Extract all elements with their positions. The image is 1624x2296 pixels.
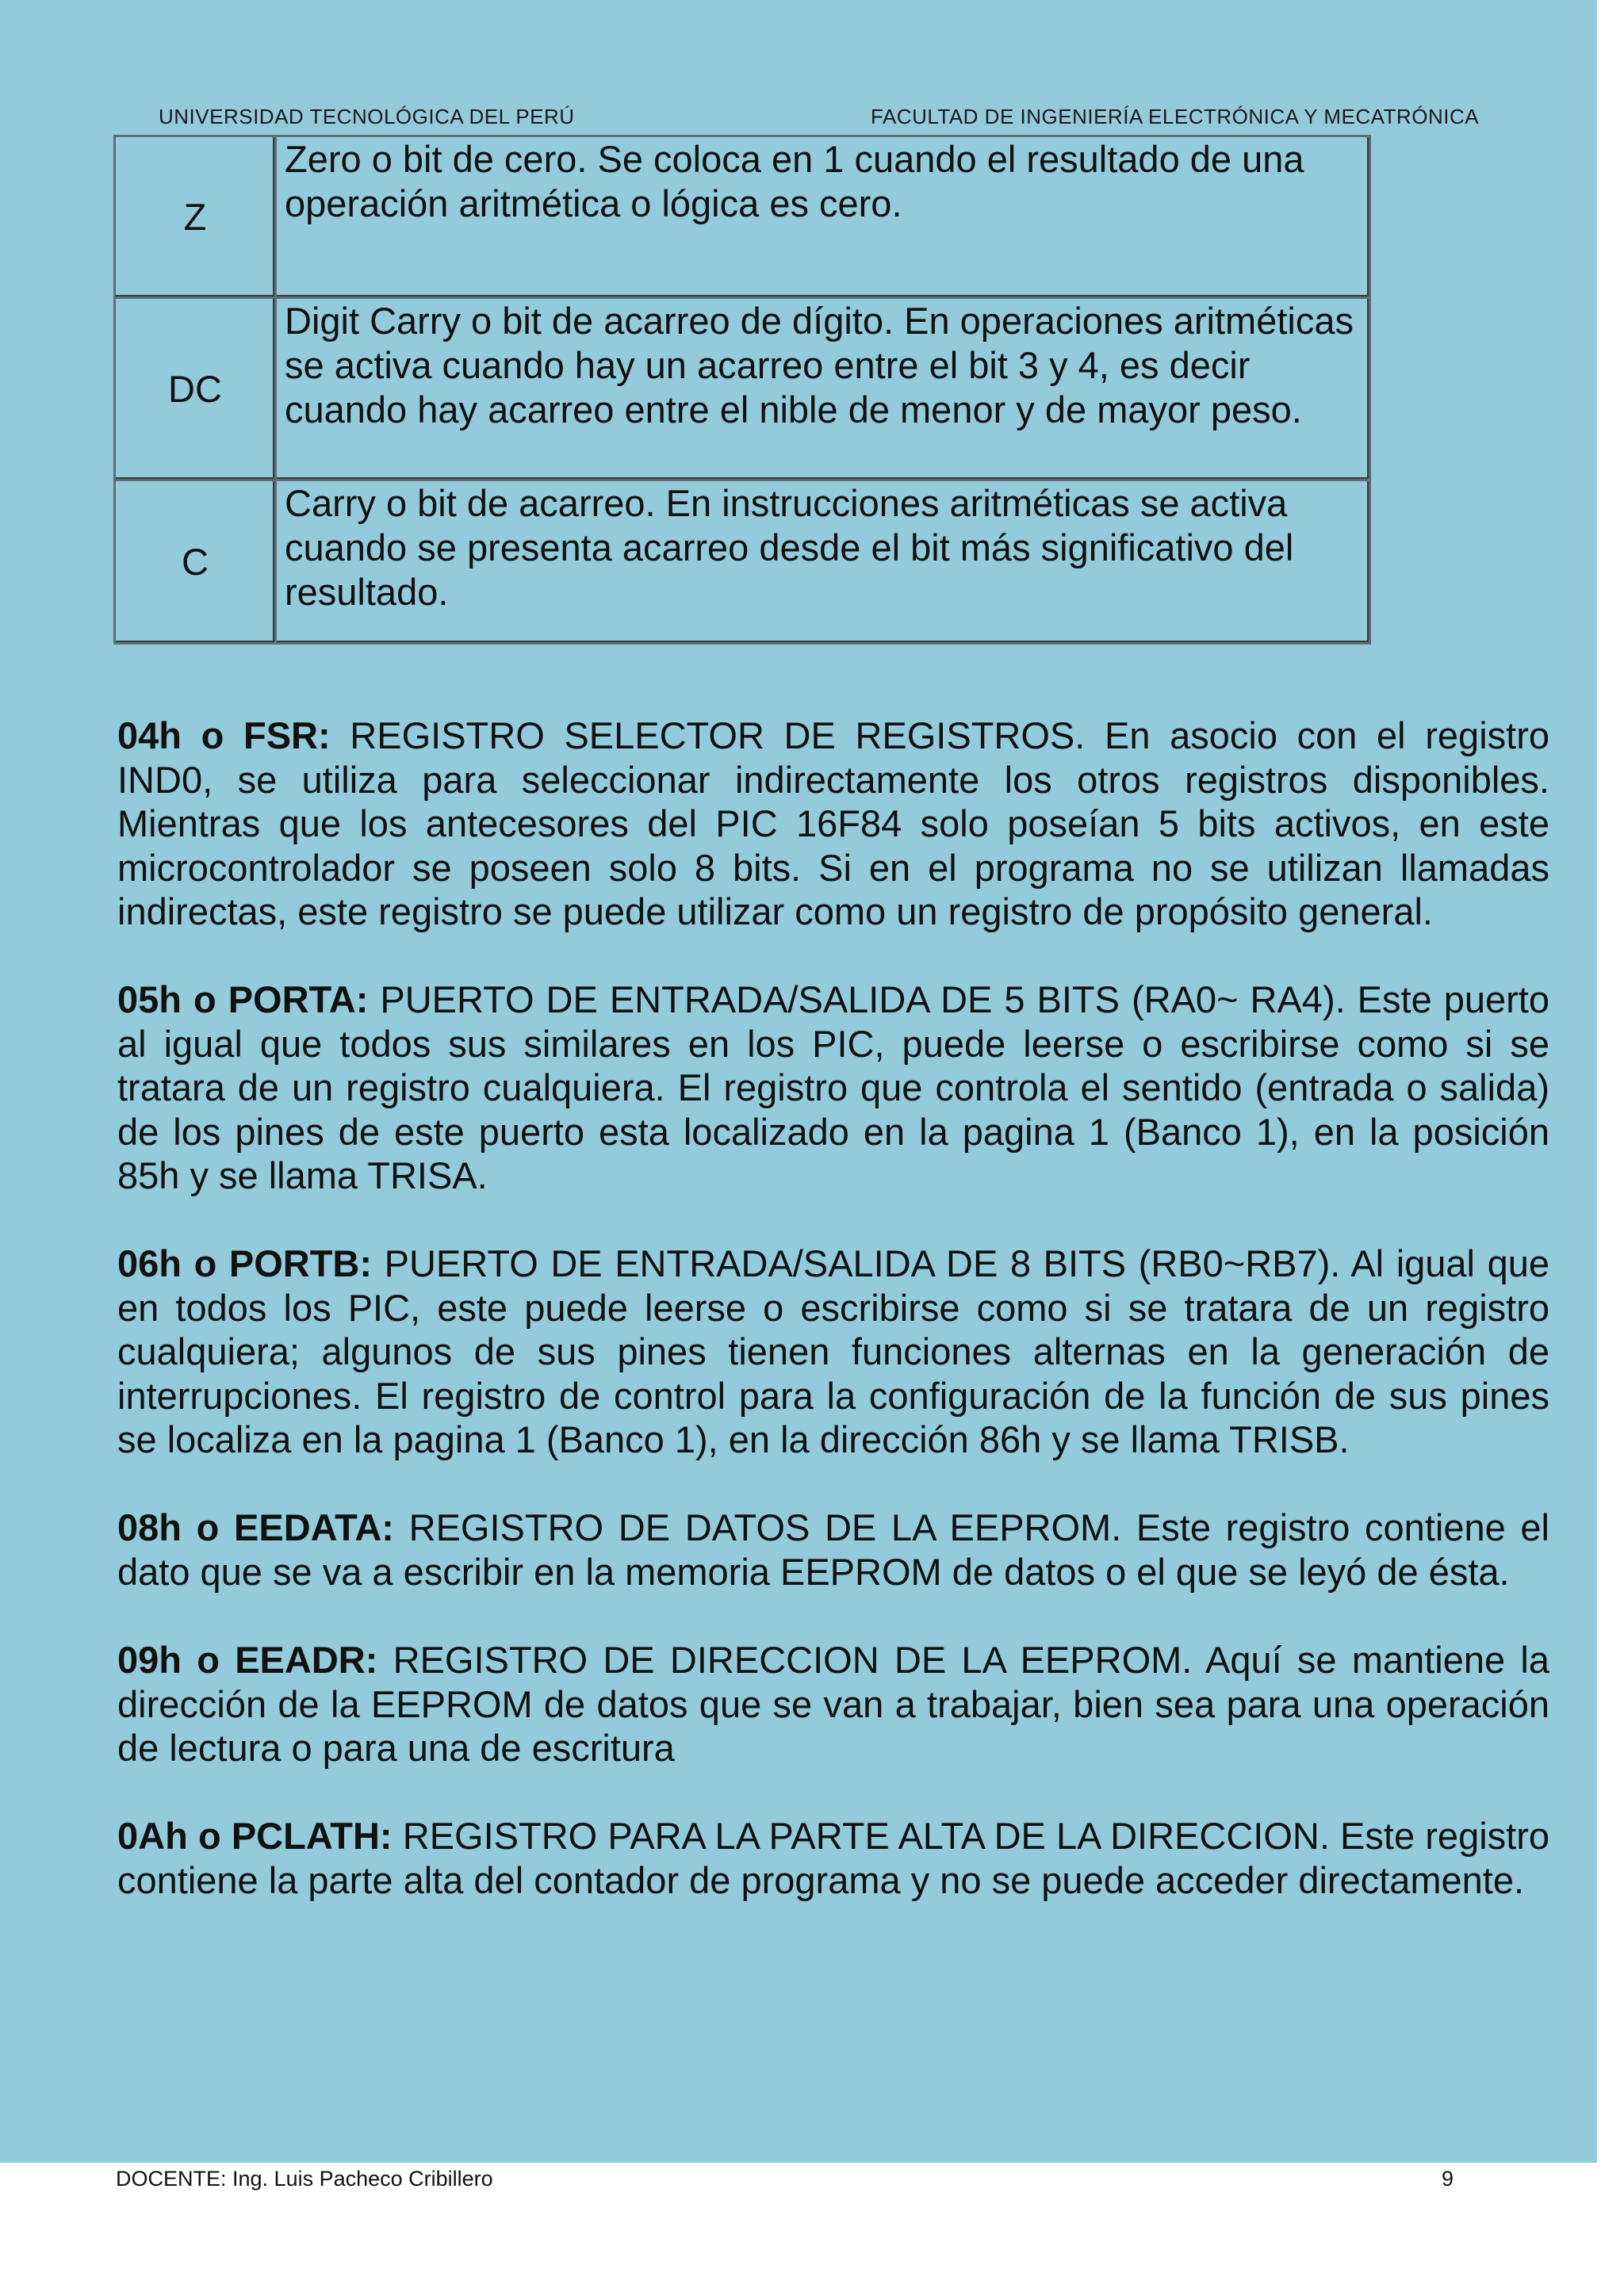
- status-flags-table: [113, 135, 1371, 645]
- footer-docente: DOCENTE: Ing. Luis Pacheco Cribillero: [116, 2167, 493, 2191]
- register-term: 08h o EEDATA:: [117, 1506, 394, 1548]
- flag-cell: DC: [115, 298, 276, 480]
- flag-description: Carry o bit de acarreo. En instrucciones aritméticas se activa cuando se presenta acarreo desde el bit más significativo del resultado.: [276, 480, 1370, 644]
- register-paragraph: [117, 714, 1549, 934]
- flag-cell: Z: [115, 136, 276, 298]
- register-text: REGISTRO SELECTOR DE REGISTROS. En asocio con el registro IND0, se utiliza para seleccionar indirectamente los otros registros disponibles. Mientras que los antecesores del PIC 16F84 solo poseían 5 bits activos, en este microcontrolador se poseen solo 8 bits. Si en el programa no se utilizan llamadas indirectas, este registro se puede utilizar como un registro de propósito general.: [117, 714, 1549, 932]
- page-number: 9: [1442, 2167, 1454, 2191]
- header-university: UNIVERSIDAD TECNOLÓGICA DEL PERÚ: [159, 105, 575, 128]
- flag-cell: C: [115, 480, 276, 644]
- register-paragraph: [117, 1242, 1549, 1462]
- register-text: PUERTO DE ENTRADA/SALIDA DE 5 BITS (RA0~ RA4). Este puerto al igual que todos sus similares en los PIC, puede leerse o escribirse como si se tratara de un registro cualquiera. El registro que controla el sentido (entrada o salida) de los pines de este puerto esta localizado en la pagina 1 (Banco 1), en la posición 85h y se llama TRISA.: [117, 978, 1549, 1196]
- table-row: [115, 136, 1370, 298]
- register-term: 04h o FSR:: [117, 714, 331, 756]
- register-text: REGISTRO DE DIRECCION DE LA EEPROM. Aquí se mantiene la dirección de la EEPROM de datos que se van a trabajar, bien sea para una operación de lectura o para una de escritura: [117, 1639, 1549, 1769]
- register-term: 06h o PORTB:: [117, 1242, 373, 1284]
- flag-description: Zero o bit de cero. Se coloca en 1 cuando el resultado de una operación aritmética o lógica es cero.: [276, 136, 1370, 298]
- register-text: PUERTO DE ENTRADA/SALIDA DE 8 BITS (RB0~RB7). Al igual que en todos los PIC, este puede leerse o escribirse como si se tratara de un registro cualquiera; algunos de sus pines tienen funciones alternas en la generación de interrupciones. El registro de control para la configuración de la función de sus pines se localiza en la pagina 1 (Banco 1), en la dirección 86h y se llama TRISB.: [117, 1242, 1549, 1460]
- flag-description: Digit Carry o bit de acarreo de dígito. En operaciones aritméticas se activa cuando hay un acarreo entre el bit 3 y 4, es decir cuando hay acarreo entre el nible de menor y de mayor peso.: [276, 298, 1370, 480]
- register-term: 05h o PORTA:: [117, 978, 369, 1020]
- register-text: REGISTRO DE DATOS DE LA EEPROM. Este registro contiene el dato que se va a escribir en la memoria EEPROM de datos o el que se leyó de ésta.: [117, 1506, 1549, 1593]
- register-paragraph: [117, 1814, 1549, 1902]
- table-row: [115, 298, 1370, 480]
- header-faculty: FACULTAD DE INGENIERÍA ELECTRÓNICA Y MECATRÓNICA: [871, 105, 1480, 128]
- register-term: 09h o EEADR:: [117, 1639, 378, 1681]
- register-text: REGISTRO PARA LA PARTE ALTA DE LA DIRECCION. Este registro contiene la parte alta del contador de programa y no se puede acceder directamente.: [117, 1815, 1549, 1901]
- register-paragraph: [117, 1506, 1549, 1594]
- register-paragraph: [117, 1638, 1549, 1770]
- register-term: 0Ah o PCLATH:: [117, 1815, 393, 1857]
- table-row: [115, 480, 1370, 644]
- register-paragraph: [117, 978, 1549, 1198]
